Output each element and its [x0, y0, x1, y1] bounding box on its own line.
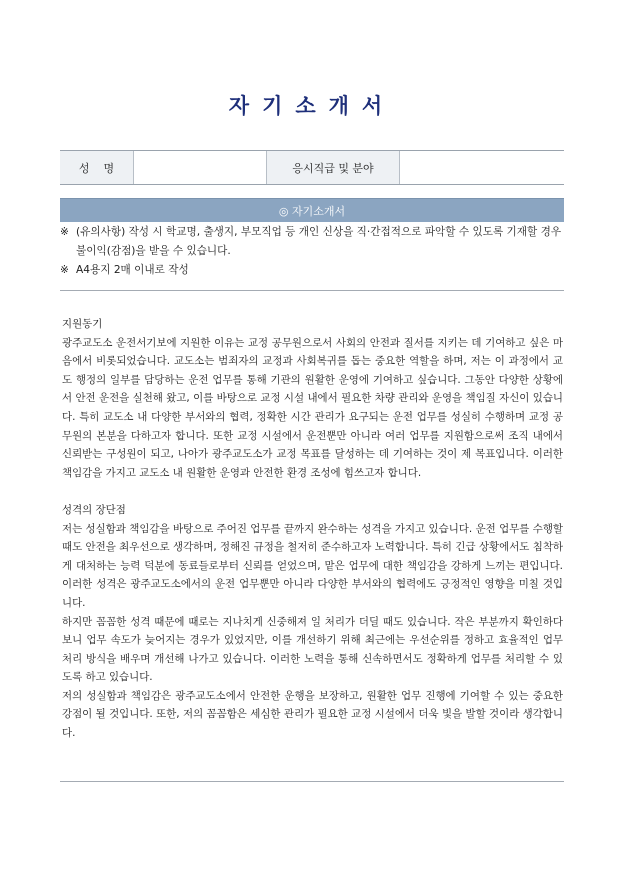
bottom-divider: [60, 781, 564, 782]
section-heading: 성격의 장단점: [62, 503, 126, 516]
paragraph: 저의 성실함과 책임감은 광주교도소에서 안전한 운행을 보장하고, 원활한 업무 진행에 기여할 수 있는 중요한 강점이 될 것입니다. 또한, 저의 꼼꼼함은 세심한 관리가 필요한 교정 시설에서 더욱 빛을 발할 것이라 생각합니다.: [62, 689, 563, 740]
position-label: 응시직급 및 분야: [267, 151, 400, 184]
note-item: [60, 223, 564, 261]
section-header-bar: ◎ 자기소개서: [60, 198, 564, 222]
paragraph: 저는 성실함과 책임감을 바탕으로 주어진 업무를 끝까지 완수하는 성격을 가지고 있습니다. 운전 업무를 수행할 때도 안전을 최우선으로 생각하며, 정해진 규정을 철저히 준수하고자 노력합니다. 특히 긴급 상황에서도 침착하게 대처하는 능력 덕분에 동료들로부터 신뢰를 얻었으며, 맡은 업무에 대한 책임감을 강하게 느끼는 편입니다. 이러한 성격은 광주교도소에서의 운전 업무뿐만 아니라 다양한 부서와의 협력에도 긍정적인 영향을 미칠 것입니다.: [62, 522, 563, 609]
paragraph: 하지만 꼼꼼한 성격 때문에 때로는 지나치게 신중해져 일 처리가 더딜 때도 있습니다. 작은 부분까지 확인하다 보니 업무 속도가 늦어지는 경우가 있었지만, 이를 개선하기 위해 최근에는 우선순위를 정하고 효율적인 업무 처리 방식을 배우며 개선해 나가고 있습니다. 이러한 노력을 통해 신속하면서도 정확하게 업무를 처리할 수 있도록 하고 있습니다.: [62, 615, 563, 684]
section-heading: 지원동기: [62, 318, 103, 330]
essay-body[interactable]: [62, 315, 563, 743]
note-text: A4용지 2매 이내로 작성: [76, 264, 189, 276]
position-field[interactable]: [400, 151, 564, 184]
paragraph: 광주교도소 운전서기보에 지원한 이유는 교정 공무원으로서 사회의 안전과 질서를 지키는 데 기여하고 싶은 마음에서 비롯되었습니다. 교도소는 범죄자의 교정과 사회복귀를 돕는 중요한 역할을 하며, 저는 이 과정에서 교도 행정의 일부를 담당하는 운전 업무를 통해 기관의 원활한 운영에 기여하고 싶습니다. 그동안 다양한 상황에서 안전 운전을 실천해 왔고, 이를 바탕으로 교정 시설 내에서 필요한 차량 관리와 운영을 책임질 자신이 있습니다. 특히 교도소 내 다양한 부서와의 협력, 정확한 시간 관리가 요구되는 운전 업무를 성실히 수행하며 교정 공무원의 본분을 다하고자 합니다. 또한 교정 시설에서 운전뿐만 아니라 여러 업무를 지원함으로써 조직 내에서 신뢰받는 구성원이 되고, 나아가 광주교도소가 교정 목표를 달성하는 데 기여하는 것이 제 목표입니다. 이러한 책임감을 가지고 교도소 내 원활한 운영과 안전한 환경 조성에 힘쓰고자 합니다.: [62, 336, 563, 479]
name-label: 성명: [60, 151, 134, 184]
note-item: [60, 261, 564, 280]
note-mark: ※: [60, 226, 69, 238]
applicant-info-table: [60, 150, 564, 185]
note-mark: ※: [60, 264, 69, 276]
name-field[interactable]: [134, 151, 267, 184]
note-text: (유의사항) 작성 시 학교명, 출생지, 부모직업 등 개인 신상을 직·간접적으로 파악할 수 있도록 기재할 경우 불이익(감점)을 받을 수 있습니다.: [76, 226, 562, 257]
notes-block: [60, 223, 564, 280]
document-title: 자기소개서: [228, 94, 396, 118]
top-divider: [60, 290, 564, 291]
